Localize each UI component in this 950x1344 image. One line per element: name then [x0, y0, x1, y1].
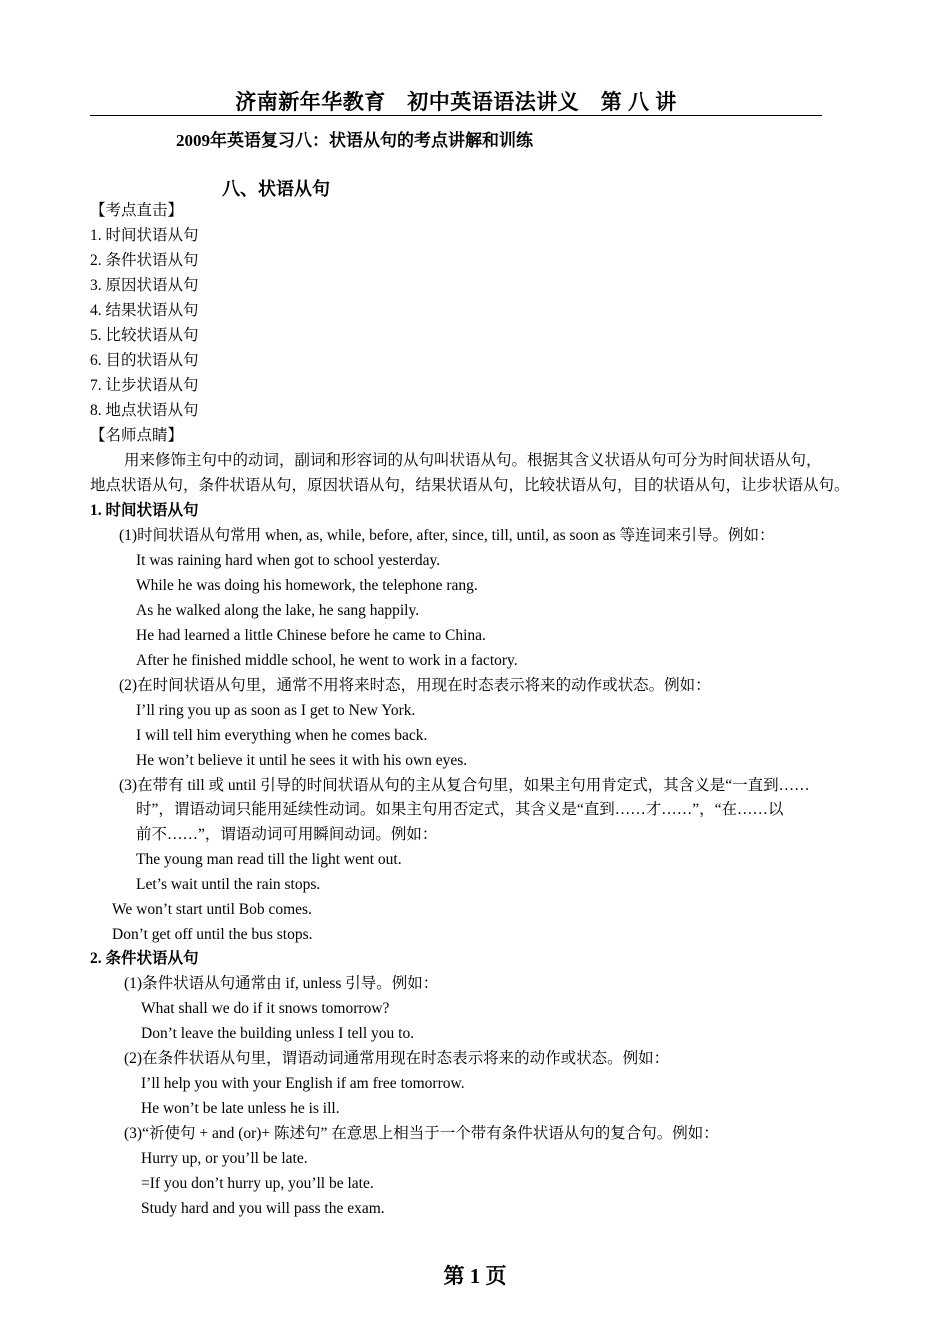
kaodian-item: 8. 地点状语从句	[90, 402, 199, 419]
time-clause-heading: 1. 时间状语从句	[90, 502, 199, 519]
example-sentence: Don’t leave the building unless I tell you to.	[141, 1025, 415, 1042]
document-subtitle: 2009年英语复习八：状语从句的考点讲解和训练	[176, 131, 533, 150]
kaodian-label: 【考点直击】	[90, 202, 184, 219]
page-number: 第 1 页	[443, 1264, 507, 1288]
kaodian-item: 7. 让步状语从句	[90, 377, 199, 394]
rule-paragraph: 时”，谓语动词只能用延续性动词。如果主句用否定式，其含义是“直到……才……”，“在……以	[136, 801, 784, 818]
page-header-title: 济南新年华教育 初中英语语法讲义 第 八 讲	[235, 90, 677, 114]
intro-paragraph-line: 地点状语从句，条件状语从句，原因状语从句，结果状语从句，比较状语从句，目的状语从句，让步状语从句。	[90, 477, 850, 494]
example-sentence: He won’t be late unless he is ill.	[141, 1100, 340, 1117]
example-sentence: I’ll ring you up as soon as I get to New York.	[136, 702, 416, 719]
example-sentence: =If you don’t hurry up, you’ll be late.	[141, 1175, 374, 1192]
example-sentence: We won’t start until Bob comes.	[112, 901, 312, 918]
example-sentence: He won’t believe it until he sees it with his own eyes.	[136, 752, 468, 769]
example-sentence: As he walked along the lake, he sang happily.	[136, 602, 420, 619]
rule-paragraph: (3)“祈使句 + and (or)+ 陈述句” 在意思上相当于一个带有条件状语从句的复合句。例如：	[124, 1125, 719, 1142]
example-sentence: The young man read till the light went out.	[136, 851, 402, 868]
example-sentence: Study hard and you will pass the exam.	[141, 1200, 385, 1217]
example-sentence: I’ll help you with your English if am free tomorrow.	[141, 1075, 465, 1092]
example-sentence: After he finished middle school, he went to work in a factory.	[136, 652, 518, 669]
rule-paragraph: (1)条件状语从句通常由 if, unless 引导。例如：	[124, 975, 439, 992]
example-sentence: It was raining hard when got to school yesterday.	[136, 552, 441, 569]
example-sentence: While he was doing his homework, the telephone rang.	[136, 577, 478, 594]
rule-paragraph: (1)时间状语从句常用 when, as, while, before, after, since, till, until, as soon as 等连词来引导。例如：	[119, 527, 775, 544]
intro-paragraph-line: 用来修饰主句中的动词，副词和形容词的从句叫状语从句。根据其含义状语从句可分为时间状语从句，	[124, 452, 822, 469]
condition-clause-heading: 2. 条件状语从句	[90, 950, 199, 967]
example-sentence: Hurry up, or you’ll be late.	[141, 1150, 308, 1167]
example-sentence: I will tell him everything when he comes back.	[136, 727, 428, 744]
example-sentence: Let’s wait until the rain stops.	[136, 876, 321, 893]
kaodian-item: 4. 结果状语从句	[90, 302, 199, 319]
kaodian-item: 2. 条件状语从句	[90, 252, 199, 269]
section-heading: 八、状语从句	[222, 179, 330, 199]
mingshi-label: 【名师点睛】	[90, 427, 184, 444]
kaodian-item: 3. 原因状语从句	[90, 277, 199, 294]
kaodian-item: 6. 目的状语从句	[90, 352, 199, 369]
rule-paragraph: (2)在时间状语从句里，通常不用将来时态，用现在时态表示将来的动作或状态。例如：	[119, 677, 711, 694]
example-sentence: He had learned a little Chinese before he came to China.	[136, 627, 486, 644]
example-sentence: What shall we do if it snows tomorrow?	[141, 1000, 390, 1017]
rule-paragraph: (2)在条件状语从句里，谓语动词通常用现在时态表示将来的动作或状态。例如：	[124, 1050, 670, 1067]
rule-paragraph: 前不……”，谓语动词可用瞬间动词。例如：	[136, 826, 438, 843]
example-sentence: Don’t get off until the bus stops.	[112, 926, 313, 943]
kaodian-item: 1. 时间状语从句	[90, 227, 199, 244]
rule-paragraph: (3)在带有 till 或 until 引导的时间状语从句的主从复合句里，如果主句用肯定式，其含义是“一直到……	[119, 777, 810, 794]
header-divider	[90, 115, 822, 116]
kaodian-item: 5. 比较状语从句	[90, 327, 199, 344]
